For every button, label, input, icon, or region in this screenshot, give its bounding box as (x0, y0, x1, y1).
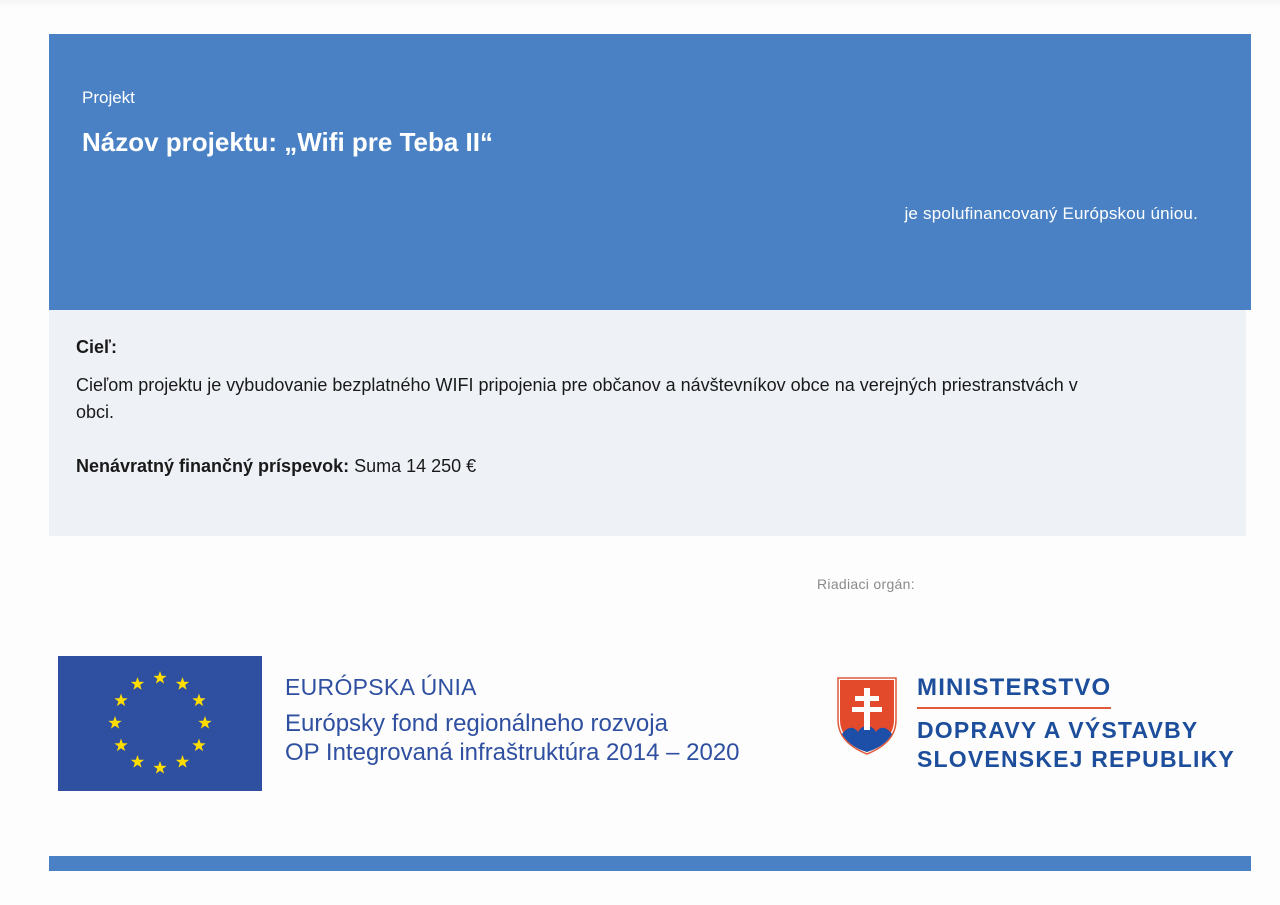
ministry-line-1: MINISTERSTVO (917, 674, 1111, 709)
operational-program: OP Integrovaná infraštruktúra 2014 – 2020 (285, 739, 740, 766)
eu-name: EURÓPSKA ÚNIA (285, 674, 477, 700)
eu-star-icon (176, 677, 189, 690)
ministry-line-3: SLOVENSKEJ REPUBLIKY (917, 746, 1235, 772)
footer-band (49, 856, 1251, 871)
eu-funding-block (285, 674, 740, 767)
goal-heading: Cieľ: (76, 337, 117, 357)
slovak-coat-of-arms-icon (836, 676, 898, 756)
eu-star-icon (131, 755, 144, 768)
eu-star-icon (131, 677, 144, 690)
eu-star-icon (192, 694, 205, 707)
cofinanced-note: je spolufinancovaný Európskou úniou. (904, 204, 1198, 223)
grant-label: Nenávratný finančný príspevok: (76, 456, 350, 476)
eu-star-icon (114, 739, 127, 752)
project-info-section (49, 310, 1246, 536)
eu-star-icon (198, 716, 211, 729)
ministry-line-2: DOPRAVY A VÝSTAVBY (917, 717, 1199, 743)
goal-description: Cieľom projektu je vybudovanie bezplatného WIFI pripojenia pre občanov a návštevníkov obce na verejných priestranstvách v obci. (76, 375, 1078, 422)
project-title: Názov projektu: „Wifi pre Teba II“ (82, 127, 493, 157)
ministry-logo-text (917, 674, 1235, 774)
eu-star-icon (153, 761, 166, 774)
project-label: Projekt (82, 88, 135, 107)
eu-fund-name: Európsky fond regionálneho rozvoja (285, 710, 668, 737)
eu-star-icon (192, 739, 205, 752)
eu-star-icon (176, 755, 189, 768)
eu-star-icon (108, 716, 121, 729)
managing-authority-label: Riadiaci orgán: (817, 576, 915, 592)
eu-flag-icon (58, 656, 262, 791)
eu-star-icon (114, 694, 127, 707)
eu-star-icon (153, 671, 166, 684)
grant-value: Suma 14 250 € (349, 456, 477, 476)
grant-amount (76, 456, 476, 477)
project-header-band (49, 34, 1251, 310)
